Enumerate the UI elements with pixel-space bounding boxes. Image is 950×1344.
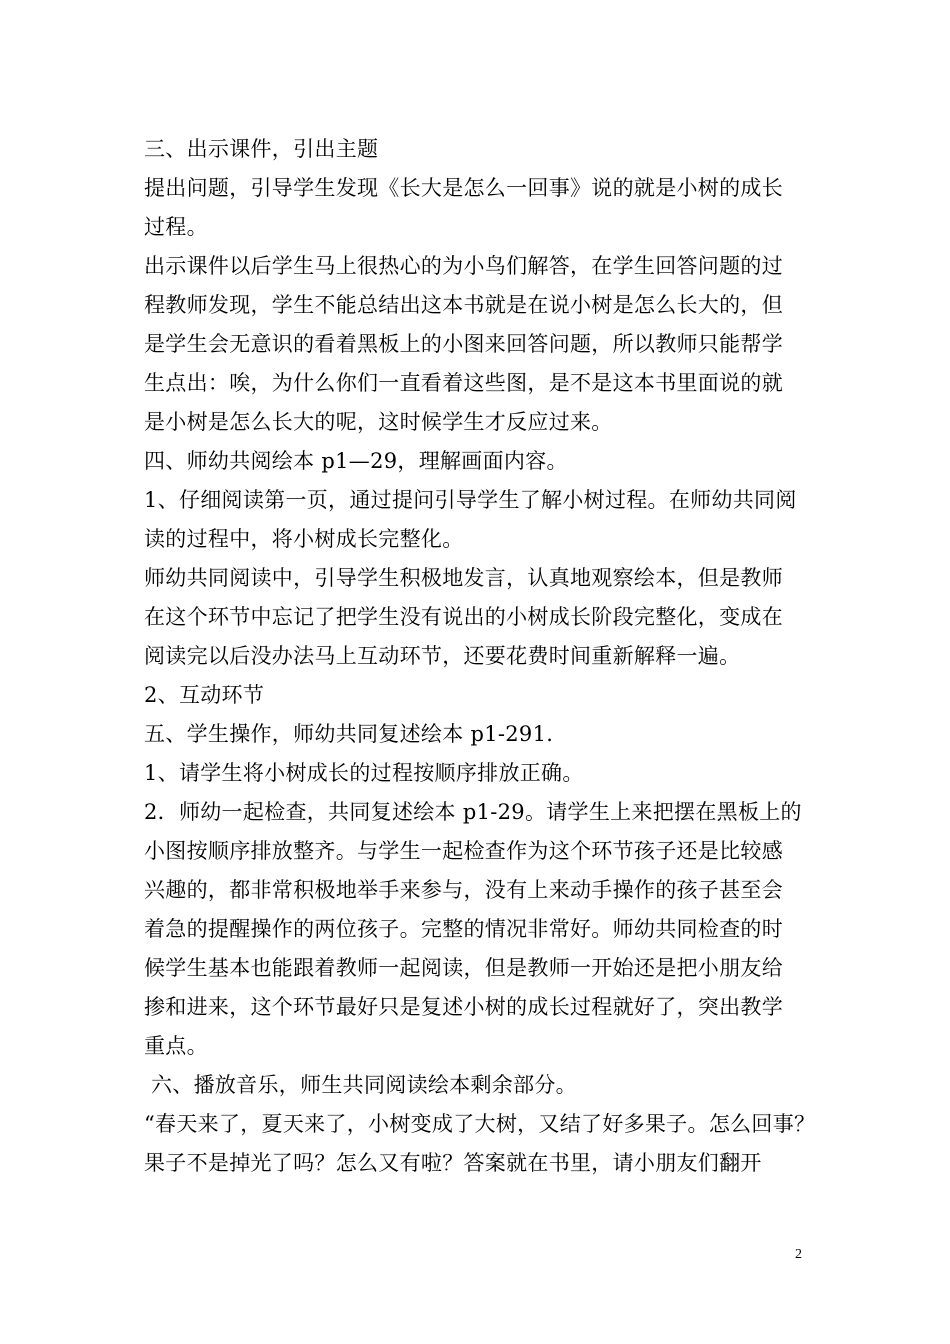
text-line: 生点出：唉，为什么你们一直看着这些图，是不是这本书里面说的就 — [144, 371, 783, 395]
text-line: 是学生会无意识的看着黑板上的小图来回答问题，所以教师只能帮学 — [144, 332, 783, 356]
text-line: 过程。 — [144, 215, 208, 239]
text-line: 掺和进来，这个环节最好只是复述小树的成长过程就好了，突出教学 — [144, 995, 783, 1019]
page-number: 2 — [795, 1247, 802, 1262]
text-line: 程教师发现，学生不能总结出这本书就是在说小树是怎么长大的，但 — [144, 293, 783, 317]
text-line: 出示课件以后学生马上很热心的为小鸟们解答，在学生回答问题的过 — [144, 254, 783, 278]
text-line: 2．师幼一起检查，共同复述绘本 p1-29。请学生上来把摆在黑板上的 — [144, 800, 802, 824]
text-line: 1、仔细阅读第一页，通过提问引导学生了解小树过程。在师幼共同阅 — [144, 488, 797, 512]
section-heading-5: 五、学生操作，师幼共同复述绘本 p1-291. — [144, 722, 554, 746]
text-line: 兴趣的，都非常积极地举手来参与，没有上来动手操作的孩子甚至会 — [144, 878, 783, 902]
section-heading-3: 三、出示课件，引出主题 — [144, 137, 379, 161]
text-line: 师幼共同阅读中，引导学生积极地发言，认真地观察绘本，但是教师 — [144, 566, 783, 590]
document-body — [144, 130, 816, 1183]
text-line: 提出问题，引导学生发现《长大是怎么一回事》说的就是小树的成长 — [144, 176, 783, 200]
section-heading-4: 四、师幼共阅绘本 p1—29，理解画面内容。 — [144, 449, 568, 473]
subsection-heading: 2、互动环节 — [144, 683, 265, 707]
text-line: “春天来了，夏天来了，小树变成了大树，又结了好多果子。怎么回事？ — [144, 1112, 816, 1136]
text-line: 候学生基本也能跟着教师一起阅读，但是教师一开始还是把小朋友给 — [144, 956, 783, 980]
text-line: 1、请学生将小树成长的过程按顺序排放正确。 — [144, 761, 584, 785]
section-heading-6: 六、播放音乐，师生共同阅读绘本剩余部分。 — [144, 1073, 577, 1097]
text-line: 着急的提醒操作的两位孩子。完整的情况非常好。师幼共同检查的时 — [144, 917, 783, 941]
text-line: 阅读完以后没办法马上互动环节，还要花费时间重新解释一遍。 — [144, 644, 741, 668]
text-line: 果子不是掉光了吗？怎么又有啦？答案就在书里，请小朋友们翻开 — [144, 1151, 762, 1175]
text-line: 重点。 — [144, 1034, 208, 1058]
text-line: 读的过程中，将小树成长完整化。 — [144, 527, 464, 551]
text-line: 是小树是怎么长大的呢，这时候学生才反应过来。 — [144, 410, 613, 434]
text-line: 在这个环节中忘记了把学生没有说出的小树成长阶段完整化，变成在 — [144, 605, 783, 629]
text-line: 小图按顺序排放整齐。与学生一起检查作为这个环节孩子还是比较感 — [144, 839, 783, 863]
